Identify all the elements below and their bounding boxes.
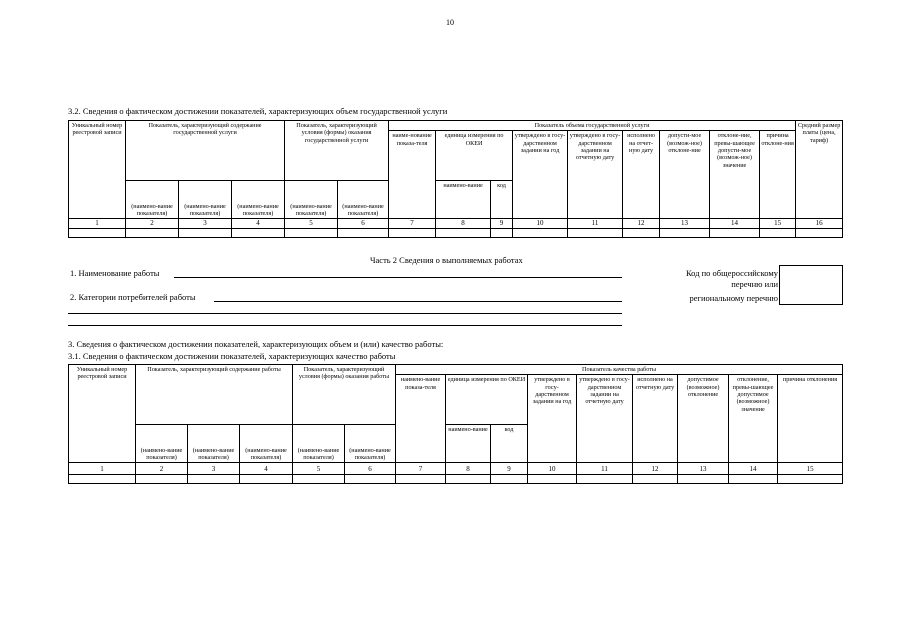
column-number: 12 <box>633 463 678 475</box>
section-3-1-title: 3.1. Сведения о фактическом достижении показателей, характеризующих качество работы <box>68 351 396 361</box>
part-2-title: Часть 2 Сведения о выполняемых работах <box>370 255 523 265</box>
approved-year-header: утверждено в госу-дарственном задании на год <box>513 131 568 219</box>
work-content-header: Показатель, характеризующий содержание работы <box>136 365 293 425</box>
subindicator-2: (наимено-вание показателя) <box>179 181 232 219</box>
deviation-reason-header: причина отклонения <box>778 375 843 463</box>
column-number: 6 <box>345 463 396 475</box>
code-label <box>640 268 778 304</box>
approved-year-header: утверждено в госу-дарственном задании на год <box>528 375 577 463</box>
section-3-2-title: 3.2. Сведения о фактическом достижении показателей, характеризующих объем государственной услуги <box>68 106 448 116</box>
page-number: 10 <box>446 18 454 27</box>
excess-deviation-header: отклоне-ние, превы-шающее допусти-мое (возмож-ное) значение <box>710 131 760 219</box>
approved-date-header: утверждено в госу-дарственном задании на отчетную дату <box>577 375 633 463</box>
volume-indicators-table <box>68 120 843 238</box>
subindicator-1: (наимено-вание показателя) <box>136 425 188 463</box>
column-number: 12 <box>623 219 660 228</box>
subindicator-5: (наимено-вание показателя) <box>345 425 396 463</box>
column-number: 6 <box>338 219 389 228</box>
column-number: 14 <box>729 463 778 475</box>
excess-deviation-header: отклонение, превы-шающее допустимое (возможное) значение <box>729 375 778 463</box>
column-number: 10 <box>513 219 568 228</box>
deviation-reason-header: причина отклоне-ния <box>760 131 796 219</box>
column-numbers-row <box>69 463 843 475</box>
indicator-name-header: наиме-нование показа-теля <box>389 131 436 219</box>
code-label-line-1: Код по общероссийскому <box>685 268 778 278</box>
executed-header: исполнено на отчет-ную дату <box>623 131 660 219</box>
subindicator-2: (наимено-вание показателя) <box>188 425 240 463</box>
work-conditions-header: Показатель, характеризующий условия (формы) оказания работы <box>293 365 396 425</box>
code-label-line-3: региональному перечню <box>689 293 778 304</box>
column-number: 11 <box>568 219 623 228</box>
consumer-categories-label: 2. Категории потребителей работы <box>70 292 196 302</box>
table-row <box>69 475 843 484</box>
column-number: 7 <box>396 463 446 475</box>
unit-code-header: код <box>491 425 528 463</box>
allowed-deviation-header: допусти-мое (возмож-ное) отклоне-ние <box>660 131 710 219</box>
work-name-line <box>174 277 622 278</box>
subindicator-5: (наимено-вание показателя) <box>338 181 389 219</box>
work-name-label: 1. Наименование работы <box>70 268 160 278</box>
service-content-header: Показатель, характеризующий содержание государственной услуги <box>126 121 285 181</box>
column-number: 15 <box>778 463 843 475</box>
quality-indicator-header: Показатель качества работы <box>396 365 843 375</box>
column-number: 11 <box>577 463 633 475</box>
volume-indicator-header: Показатель объема государственной услуги <box>389 121 796 131</box>
column-number: 16 <box>796 219 843 228</box>
subindicator-3: (наимено-вание показателя) <box>240 425 293 463</box>
registry-number-header: Уникальный номер реестровой записи <box>69 365 136 463</box>
column-number: 4 <box>232 219 285 228</box>
service-conditions-header: Показатель, характеризующий условия (формы) оказания государственной услуги <box>285 121 389 181</box>
column-number: 13 <box>678 463 729 475</box>
executed-header: исполнено на отчетную дату <box>633 375 678 463</box>
average-price-header: Средний размер платы (цена, тариф) <box>796 121 843 219</box>
approved-date-header: утверждено в госу-дарственном задании на отчетную дату <box>568 131 623 219</box>
column-number: 3 <box>188 463 240 475</box>
column-number: 9 <box>491 463 528 475</box>
consumer-categories-line-3 <box>68 325 622 326</box>
column-number: 1 <box>69 463 136 475</box>
consumer-categories-line-2 <box>68 313 622 314</box>
unit-okei-header: единица измерения по ОКЕИ <box>446 375 528 425</box>
section-3-title: 3. Сведения о фактическом достижении показателей, характеризующих объем и (или) качество работы: <box>68 339 444 349</box>
indicator-name-header: наимено-вание показа-теля <box>396 375 446 463</box>
column-number: 1 <box>69 219 126 228</box>
quality-indicators-table <box>68 364 843 484</box>
column-number: 2 <box>136 463 188 475</box>
column-number: 7 <box>389 219 436 228</box>
column-numbers-row <box>69 219 843 228</box>
allowed-deviation-header: допустимое (возможное) отклонение <box>678 375 729 463</box>
column-number: 3 <box>179 219 232 228</box>
column-number: 4 <box>240 463 293 475</box>
column-number: 10 <box>528 463 577 475</box>
subindicator-4: (наимено-вание показателя) <box>285 181 338 219</box>
column-number: 15 <box>760 219 796 228</box>
table-row <box>69 228 843 237</box>
column-number: 2 <box>126 219 179 228</box>
column-number: 14 <box>710 219 760 228</box>
column-number: 8 <box>436 219 491 228</box>
subindicator-1: (наимено-вание показателя) <box>126 181 179 219</box>
subindicator-4: (наимено-вание показателя) <box>293 425 345 463</box>
unit-code-header: код <box>491 181 513 219</box>
subindicator-3: (наимено-вание показателя) <box>232 181 285 219</box>
column-number: 5 <box>293 463 345 475</box>
code-label-line-2: перечню или <box>731 278 778 289</box>
column-number: 8 <box>446 463 491 475</box>
unit-name-header: наимено-вание <box>446 425 491 463</box>
code-field[interactable] <box>779 265 843 305</box>
unit-okei-header: единица измерения по ОКЕИ <box>436 131 513 181</box>
consumer-categories-line <box>214 301 622 302</box>
registry-number-header: Уникальный номер реестровой записи <box>69 121 126 219</box>
unit-name-header: наимено-вание <box>436 181 491 219</box>
column-number: 5 <box>285 219 338 228</box>
column-number: 13 <box>660 219 710 228</box>
column-number: 9 <box>491 219 513 228</box>
